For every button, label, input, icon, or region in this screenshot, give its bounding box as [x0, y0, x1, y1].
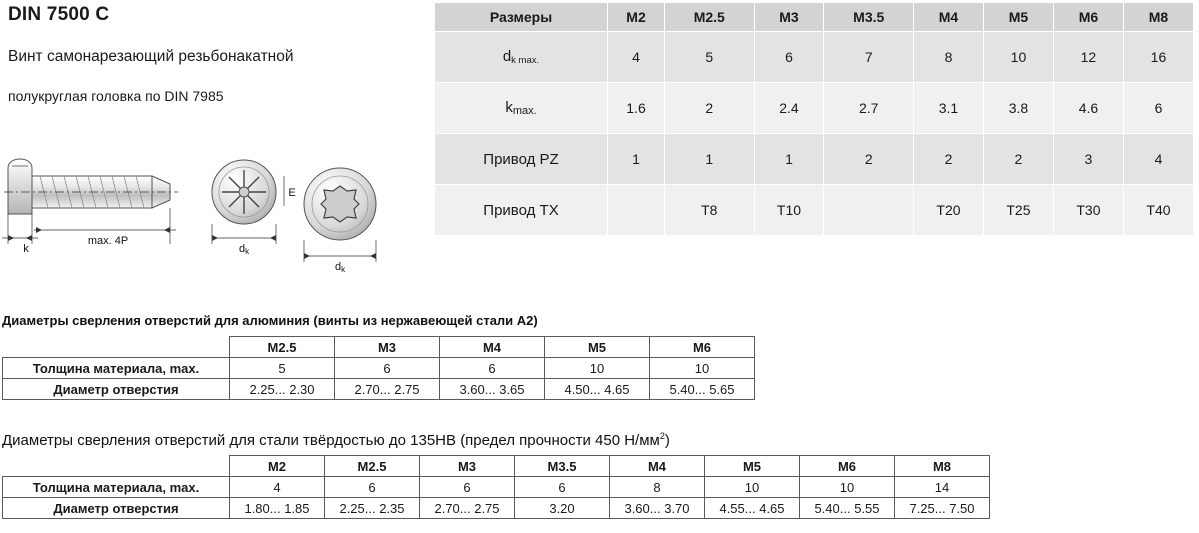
column-header: M2.5 [230, 337, 335, 358]
aluminium-drill-table [2, 336, 755, 400]
row-label-sub: max. [512, 105, 537, 117]
row-label-main: d [502, 48, 512, 65]
empty-corner-cell [3, 337, 230, 358]
section-title-steel-exponent: 2 [659, 431, 665, 441]
table-cell: 14 [895, 477, 990, 498]
table-cell: T30 [1053, 185, 1123, 236]
row-label: Толщина материала, max. [3, 477, 230, 498]
column-header: M6 [800, 456, 895, 477]
table-cell: 12 [1053, 32, 1123, 83]
column-header: M5 [983, 3, 1053, 32]
table-cell: 7.25... 7.50 [895, 498, 990, 519]
table-cell: 10 [983, 32, 1053, 83]
section-title-steel-part2: ) [664, 432, 670, 449]
table-cell: 2.70... 2.75 [335, 379, 440, 400]
table-cell: 2.4 [754, 83, 824, 134]
column-header: M4 [440, 337, 545, 358]
dimensions-table-container [434, 2, 1194, 236]
table-cell: T40 [1123, 185, 1193, 236]
column-header: Размеры [435, 3, 608, 32]
table-cell: 1.6 [608, 83, 665, 134]
table-cell: 1.80... 1.85 [230, 498, 325, 519]
table-cell: 6 [754, 32, 824, 83]
column-header: M3 [420, 456, 515, 477]
column-header: M2 [230, 456, 325, 477]
column-header: M8 [895, 456, 990, 477]
table-cell: 4.6 [1053, 83, 1123, 134]
table-cell: 2.25... 2.35 [325, 498, 420, 519]
table-cell: 3.60... 3.65 [440, 379, 545, 400]
table-cell: 6 [515, 477, 610, 498]
table-cell: 2 [665, 83, 754, 134]
table-row [3, 477, 990, 498]
table-row [435, 134, 1194, 185]
row-label: Диаметр отверстия [3, 379, 230, 400]
table-cell: 2 [913, 134, 983, 185]
empty-corner-cell [3, 456, 230, 477]
table-row [435, 32, 1194, 83]
table-cell: 10 [545, 358, 650, 379]
table-cell: 5 [230, 358, 335, 379]
column-header: M4 [913, 3, 983, 32]
table-cell [824, 185, 913, 236]
table-row [435, 83, 1194, 134]
table-cell: T10 [754, 185, 824, 236]
table-cell [608, 185, 665, 236]
row-label: Диаметр отверстия [3, 498, 230, 519]
table-cell: 2.70... 2.75 [420, 498, 515, 519]
row-label: Толщина материала, max. [3, 358, 230, 379]
row-label: Привод PZ [435, 134, 608, 185]
table-cell: 3 [1053, 134, 1123, 185]
table-cell: 6 [440, 358, 545, 379]
screw-side-view [4, 159, 178, 214]
table-cell: 6 [335, 358, 440, 379]
table-cell: 4 [230, 477, 325, 498]
column-header: M2 [608, 3, 665, 32]
table-cell: 2 [983, 134, 1053, 185]
dim-label-e: E [288, 187, 296, 199]
section-title-steel-part1: Диаметры сверления отверстий для стали твёрдостью до 135HB (предел прочности 450 Н/мм [2, 432, 660, 449]
dimensions-table [434, 2, 1194, 236]
dim-label-k: k [23, 243, 29, 255]
table-cell: 6 [1123, 83, 1193, 134]
table-row [3, 498, 990, 519]
row-label [435, 83, 608, 134]
table-cell: 3.20 [515, 498, 610, 519]
dim-label-max4p: max. 4P [87, 235, 129, 247]
table-cell: 4.55... 4.65 [705, 498, 800, 519]
row-label [435, 32, 608, 83]
page-title: DIN 7500 C [8, 4, 110, 25]
tx-drive-top-view [304, 168, 376, 274]
column-header: M6 [650, 337, 755, 358]
table-cell: 8 [913, 32, 983, 83]
table-cell: 6 [420, 477, 515, 498]
table-cell: 10 [650, 358, 755, 379]
column-header: M3 [754, 3, 824, 32]
table-cell: 3.60... 3.70 [610, 498, 705, 519]
table-cell: 5 [665, 32, 754, 83]
table-cell: 2.25... 2.30 [230, 379, 335, 400]
row-label-main: k [505, 99, 513, 116]
row-label-sub: k max. [511, 55, 540, 66]
table-cell: 5.40... 5.65 [650, 379, 755, 400]
table-header-row [3, 337, 755, 358]
steel-drill-table [2, 455, 990, 519]
table-cell: 1 [665, 134, 754, 185]
column-header: M6 [1053, 3, 1123, 32]
section-title-steel [2, 431, 670, 449]
subtitle-primary: Винт самонарезающий резьбонакатной [8, 48, 294, 65]
table-cell: T25 [983, 185, 1053, 236]
dim-label-dk-right: dk [334, 261, 346, 274]
table-cell: 7 [824, 32, 913, 83]
column-header: M3.5 [515, 456, 610, 477]
table-header-row [3, 456, 990, 477]
document-header [8, 4, 428, 104]
pz-drive-top-view [212, 160, 296, 256]
table-row [3, 379, 755, 400]
table-cell: 2 [824, 134, 913, 185]
subtitle-secondary: полукруглая головка по DIN 7985 [8, 88, 224, 104]
table-cell: 4 [1123, 134, 1193, 185]
table-row [435, 185, 1194, 236]
table-cell: 4.50... 4.65 [545, 379, 650, 400]
table-row [3, 358, 755, 379]
table-cell: 8 [610, 477, 705, 498]
table-cell: 1 [754, 134, 824, 185]
table-cell: T20 [913, 185, 983, 236]
table-cell: 4 [608, 32, 665, 83]
table-cell: 3.1 [913, 83, 983, 134]
table-cell: 2.7 [824, 83, 913, 134]
column-header: M2.5 [665, 3, 754, 32]
column-header: M8 [1123, 3, 1193, 32]
table-cell: 1 [608, 134, 665, 185]
table-cell: 3.8 [983, 83, 1053, 134]
row-label: Привод TX [435, 185, 608, 236]
column-header: M2.5 [325, 456, 420, 477]
table-cell: 10 [705, 477, 800, 498]
dim-label-dk-left: dk [238, 243, 250, 256]
table-cell: 16 [1123, 32, 1193, 83]
table-cell: T8 [665, 185, 754, 236]
section-title-aluminium: Диаметры сверления отверстий для алюминия (винты из нержавеющей стали А2) [2, 313, 538, 328]
column-header: M4 [610, 456, 705, 477]
table-cell: 6 [325, 477, 420, 498]
table-cell: 10 [800, 477, 895, 498]
column-header: M5 [545, 337, 650, 358]
table-header-row [435, 3, 1194, 32]
screw-technical-drawing [0, 152, 420, 292]
table-cell: 5.40... 5.55 [800, 498, 895, 519]
column-header: M5 [705, 456, 800, 477]
column-header: M3 [335, 337, 440, 358]
column-header: M3.5 [824, 3, 913, 32]
